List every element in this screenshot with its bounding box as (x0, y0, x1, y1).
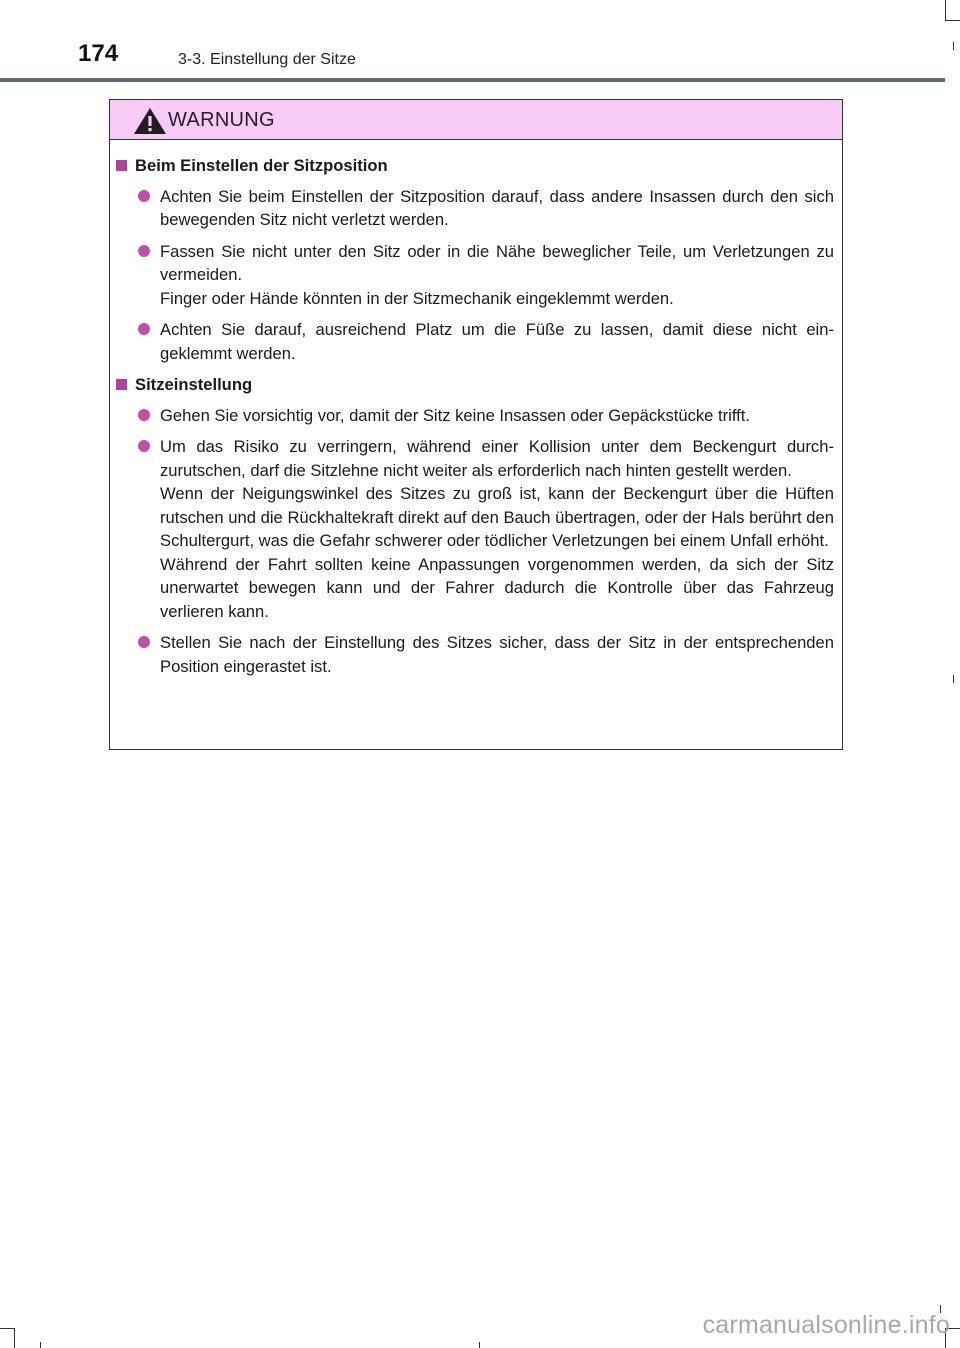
warning-title: WARNUNG (168, 109, 275, 131)
paragraph: Während der Fahrt sollten keine Anpassungen vorgenommen werden, da sich der Sitz unerwartet bewegen kann und der Fahrer dadurch die Kontrolle über das Fahrzeug verlieren kann. (160, 554, 834, 621)
crop-mark (953, 42, 954, 50)
list-item (135, 435, 834, 623)
warning-header (110, 100, 842, 140)
round-bullet-icon (138, 190, 150, 202)
crop-mark (945, 0, 946, 20)
list-item (135, 631, 834, 678)
paragraph: Gehen Sie vorsichtig vor, damit der Sitz keine Insassen oder Gepäckstücke trifft. (160, 405, 750, 425)
crop-mark (0, 1328, 14, 1329)
watermark: carmanualsonline.info (702, 1311, 950, 1339)
square-bullet-icon (116, 379, 127, 390)
round-bullet-icon (138, 636, 150, 648)
paragraph: Fassen Sie nicht unter den Sitz oder in die Nähe beweglicher Teile, um Verletzungen zu vermeiden. (160, 241, 834, 284)
crop-mark (40, 1342, 41, 1348)
crop-mark (14, 1328, 15, 1348)
paragraph: Wenn der Neigungswinkel des Sitzes zu groß ist, kann der Beckengurt über die Hüften rutschen und die Rückhaltekraft direkt auf den Bauch übertragen, oder der Hals berührt den Schultergurt, was die Gefahr schwerer oder tödlicher Verletzungen bei einem Unfall erhöht. (160, 484, 834, 550)
crop-mark (953, 675, 954, 683)
header-rule (0, 78, 945, 82)
warning-triangle-icon (133, 107, 167, 135)
list-item (135, 404, 834, 428)
list-item (135, 318, 834, 365)
paragraph: Achten Sie beim Einstellen der Sitzposition darauf, dass andere Insassen durch den sich bewegenden Sitz nicht verletzt werden. (160, 186, 834, 229)
paragraph: Um das Risiko zu verringern, während einer Kollision unter dem Beckengurt durchzurutschen, darf die Sitzlehne nicht weiter als erforderlich nach hinten gestellt werden. (160, 437, 834, 480)
section-heading: Beim Einstellen der Sitzposition (116, 154, 834, 178)
list-item (135, 185, 834, 232)
paragraph: Achten Sie darauf, ausreichend Platz um die Füße zu lassen, damit diese nicht eingeklemmt werden. (160, 320, 834, 363)
bullet-list (135, 404, 834, 679)
section-title: 3-3. Einstellung der Sitze (178, 51, 356, 68)
warning-body (110, 140, 842, 678)
crop-mark (945, 20, 960, 21)
bullet-list (135, 185, 834, 366)
paragraph: Finger oder Hände könnten in der Sitzmechanik eingeklemmt werden. (160, 288, 674, 308)
round-bullet-icon (138, 245, 150, 257)
crop-mark (479, 1342, 480, 1348)
round-bullet-icon (138, 323, 150, 335)
round-bullet-icon (138, 409, 150, 421)
list-item (135, 240, 834, 311)
square-bullet-icon (116, 160, 127, 171)
round-bullet-icon (138, 440, 150, 452)
section-heading: Sitzeinstellung (116, 373, 834, 397)
page-number: 174 (78, 40, 119, 67)
warning-box (109, 99, 843, 750)
paragraph: Stellen Sie nach der Einstellung des Sitzes sicher, dass der Sitz in der entsprechenden Position eingerastet ist. (160, 633, 834, 676)
